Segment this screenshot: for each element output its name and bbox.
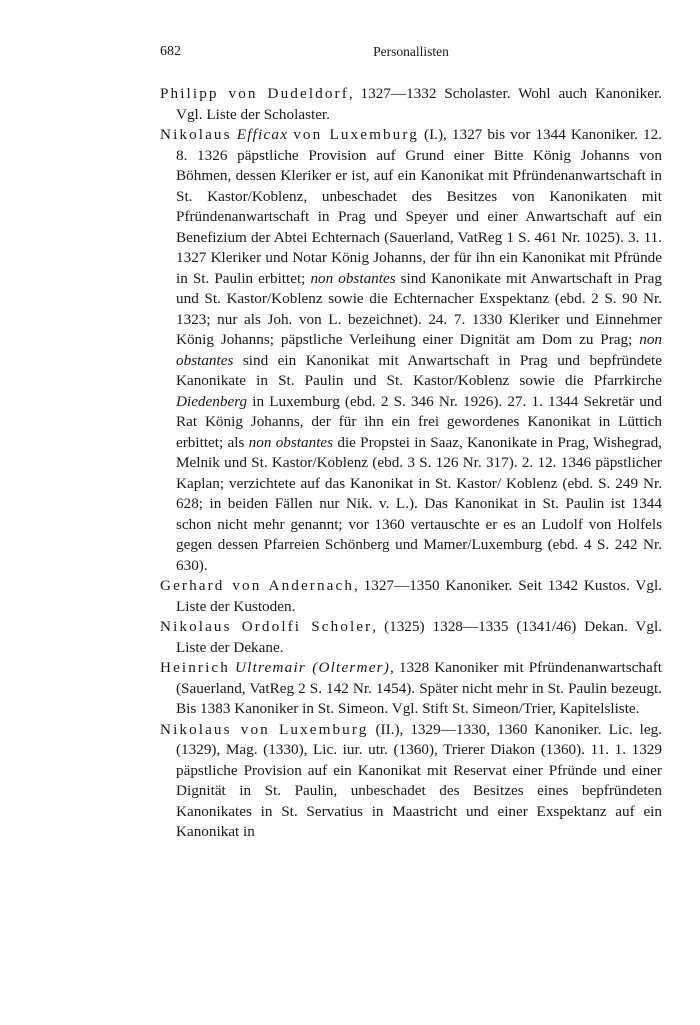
person-name: Nikolaus Ordolfi Scholer xyxy=(160,618,373,635)
page-header xyxy=(160,44,662,64)
person-name: Philipp von Dudeldorf xyxy=(160,85,349,102)
running-title: Personallisten xyxy=(373,44,449,59)
person-name: Heinrich xyxy=(160,659,230,676)
italic-term: non obstantes xyxy=(176,331,662,369)
entry-text: , 1328 Kanoniker mit Pfründenanwartschaft (Sauerland, VatReg 2 S. 142 Nr. 1454). Später nicht mehr in St. Paulin bezeugt. Bis 1383 Kanoniker in St. Simeon. Vgl. Stift St. Simeon/Trier, Kapitelsliste. xyxy=(176,659,662,717)
register-entry xyxy=(160,84,662,125)
entry-text: , 1327—1332 Scholaster. Wohl auch Kanoniker. Vgl. Liste der Scholaster. xyxy=(176,85,663,123)
person-epithet: Ultremair (Oltermer) xyxy=(234,659,391,676)
page-number: 682 xyxy=(160,44,181,59)
register-entry xyxy=(160,658,662,720)
entry-text: (II.), 1329—1330, 1360 Kanoniker. Lic. leg. (1329), Mag. (1330), Lic. iur. utr. (1360), Trierer Diakon (1360). 11. 1. 1329 päpstliche Provision auf ein Kanonikat mit Reservat einer Pfründe und einer Dignität in St. Paulin, unbeschadet des Besitzes eines bepfründeten Kanonikates in St. Servatius in Maastricht und einer Exspektanz auf ein Kanonikat in xyxy=(176,720,663,840)
person-name: Nikolaus xyxy=(160,126,232,143)
entry-text: , 1327—1350 Kanoniker. Seit 1342 Kustos. Vgl. Liste der Kustoden. xyxy=(176,577,663,615)
register-entry xyxy=(160,617,662,658)
person-name: Nikolaus von Luxemburg xyxy=(160,720,369,738)
register-list xyxy=(160,84,662,843)
entry-text: , (1325) 1328—1335 (1341/46) Dekan. Vgl. Liste der Dekane. xyxy=(176,618,663,656)
person-epithet: Efficax xyxy=(236,126,289,143)
entry-text: in Luxemburg (ebd. 2 S. 346 Nr. 1926). 27. 1. 1344 Sekretär und Rat König Johanns, der für ihn ein frei gewordenes Kanonikat in Lüttich erbittet; als xyxy=(176,392,662,451)
person-name-suffix: von Luxemburg xyxy=(293,126,419,143)
register-entry xyxy=(160,720,662,843)
entry-text: (I.), 1327 bis vor 1344 Kanoniker. 12. 8. 1326 päpstliche Provision auf Grund einer Bitte König Johanns von Böhmen, dessen Kleriker er ist, auf ein Kanonikat mit Pfründenanwartschaft in St. Kastor/Koblenz, unbeschadet des Besitzes von Kanonikaten mit Pfründenanwartschaft in Prag und Speyer und einer Anwartschaft auf ein Benefizium der Abtei Echternach (Sauerland, VatReg 1 S. 461 Nr. 1025). 3. 11. 1327 Kleriker und Notar König Johanns, der für ihn ein Kanonikat mit Pfründe in St. Paulin erbittet; xyxy=(176,126,663,287)
person-name: Gerhard von Andernach xyxy=(160,577,355,594)
entry-text: sind ein Kanonikat mit Anwartschaft in Prag und bepfründete Kanonikate in St. Paulin und St. Kastor/Koblenz sowie die Pfarrkirche xyxy=(176,351,662,389)
entry-text: die Propstei in Saaz, Kanonikate in Prag, Wishegrad, Melnik und St. Kastor/Koblenz (ebd. 3 S. 126 Nr. 317). 2. 12. 1346 päpstlicher Kaplan; verzichtete auf das Kanonikat in St. Kastor/ Koblenz (ebd. S. 249 Nr. 628; in beiden Fällen nur Nik. v. L.). Das Kanonikat in St. Paulin ist 1344 schon nicht mehr genannt; vor 1360 vertauschte er es an Ludolf von Holfels gegen dessen Pfarreien Schönberg und Mamer/Luxemburg (ebd. 4 S. 242 Nr. 630). xyxy=(176,433,662,574)
entry-text: sind Kanonikate mit Anwartschaft in Prag und St. Kastor/Koblenz sowie die Echternacher Exspektanz (ebd. 2 S. 90 Nr. 1323; nur als Joh. von L. bezeichnet). 24. 7. 1330 Kleriker und Einnehmer König Johanns; päpstliche Verleihung einer Dignität am Dom zu Prag; xyxy=(176,269,662,348)
italic-place-name: Diedenberg xyxy=(176,392,248,410)
register-entry xyxy=(160,125,662,576)
italic-term: non obstantes xyxy=(310,269,396,287)
italic-term: non obstantes xyxy=(248,433,334,451)
register-entry xyxy=(160,576,662,617)
